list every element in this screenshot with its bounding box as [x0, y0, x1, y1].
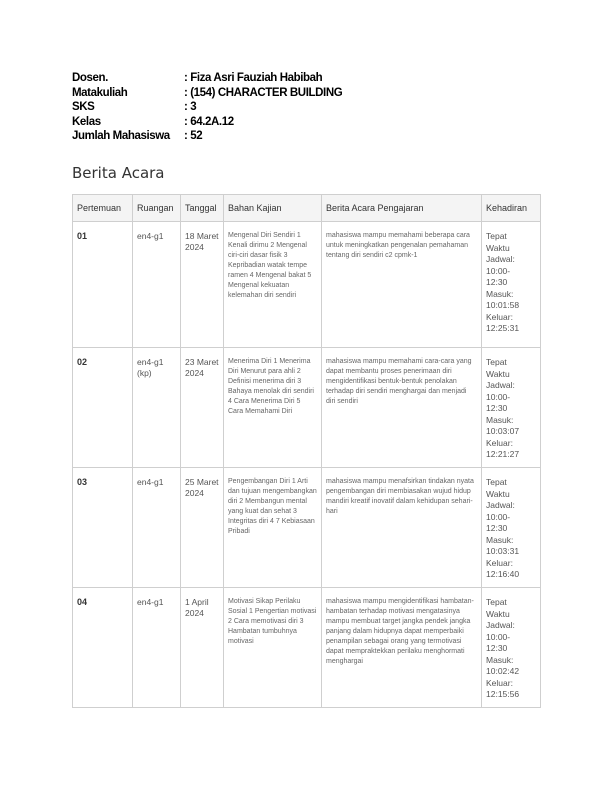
- cell-ruangan: en4-g1 (kp): [133, 348, 181, 468]
- kehadiran-line: Jadwal:: [486, 254, 515, 264]
- info-label: Jumlah Mahasiswa: [72, 130, 170, 142]
- header-berita-acara: Berita Acara Pengajaran: [322, 195, 482, 222]
- cell-bahan-kajian: Pengembangan Diri 1 Arti dan tujuan mengembangkan diri 2 Membangun mental yang kuat dan sehat 3 Integritas diri 4 7 Kebiasaan Pribadi: [224, 468, 322, 588]
- table-row: [73, 222, 541, 348]
- cell-pertemuan: 04: [73, 588, 133, 708]
- table-row: [73, 588, 541, 708]
- kehadiran-line: 10:00-: [486, 265, 511, 276]
- kehadiran-line: Waktu: [486, 608, 510, 619]
- cell-pertemuan: 02: [73, 348, 133, 468]
- kehadiran-line: 10:00-: [486, 631, 511, 642]
- kehadiran-line: Keluar:: [486, 677, 513, 688]
- info-row-dosen: [72, 71, 342, 86]
- info-row-jumlah-mahasiswa: [72, 129, 342, 144]
- cell-berita-acara: mahasiswa mampu memahami cara-cara yang dapat membantu proses penerimaan diri mengidentifikasi bentuk-bentuk penolakan terhadap diri sendiri menghargai dan menjadi diri sendiri: [322, 348, 482, 468]
- kehadiran-line: 12:30: [486, 643, 508, 653]
- kehadiran-line: Waktu: [486, 368, 510, 379]
- kehadiran-line: Masuk:: [486, 288, 514, 299]
- kehadiran-line: 12:30: [486, 277, 508, 287]
- header-bahan-kajian: Bahan Kajian: [224, 195, 322, 222]
- kehadiran-line: 12:16:40: [486, 569, 520, 579]
- cell-berita-acara: mahasiswa mampu mengidentifikasi hambatan-hambatan terhadap motivasi mengatasinya mampu membuat target jangka pendek jangka panjang dalam hidupnya dapat memperbaiki penampilan sebagai orang yang termotivasi dapat mempraktekkan perilaku menghormati menghargai: [322, 588, 482, 708]
- cell-tanggal: 18 Maret 2024: [181, 222, 224, 348]
- kehadiran-line: 12:15:56: [486, 689, 520, 699]
- section-title: Berita Acara: [72, 164, 165, 182]
- cell-pertemuan: 01: [73, 222, 133, 348]
- kehadiran-line: Waktu: [486, 488, 510, 499]
- table-row: [73, 348, 541, 468]
- cell-bahan-kajian: Mengenal Diri Sendiri 1 Kenali dirimu 2 Mengenal ciri-ciri dasar fisik 3 Kepribadian watak tempe ramen 4 Mengenal bakat 5 Mengenal kekuatan kelemahan diri sendiri: [224, 222, 322, 348]
- cell-ruangan: en4-g1: [133, 588, 181, 708]
- kehadiran-line: 12:25:31: [486, 323, 520, 333]
- kehadiran-line: Jadwal:: [486, 620, 515, 630]
- header-kehadiran: Kehadiran: [482, 195, 541, 222]
- info-value: : (154) CHARACTER BUILDING: [184, 86, 343, 99]
- kehadiran-line: Tepat: [486, 231, 507, 241]
- cell-ruangan: en4-g1: [133, 222, 181, 348]
- kehadiran-line: 12:21:27: [486, 449, 520, 459]
- kehadiran-line: 10:01:58: [486, 300, 520, 310]
- cell-bahan-kajian: Motivasi Sikap Perilaku Sosial 1 Pengertian motivasi 2 Cara memotivasi diri 3 Hambatan tumbuhnya motivasi: [224, 588, 322, 708]
- header-ruangan: Ruangan: [133, 195, 181, 222]
- info-label: Dosen.: [72, 72, 108, 84]
- cell-ruangan: en4-g1: [133, 468, 181, 588]
- kehadiran-line: Tepat: [486, 357, 507, 367]
- info-row-matakuliah: [72, 86, 342, 101]
- cell-tanggal: 23 Maret 2024: [181, 348, 224, 468]
- cell-pertemuan: 03: [73, 468, 133, 588]
- kehadiran-line: 10:00-: [486, 511, 511, 522]
- kehadiran-line: 10:02:42: [486, 666, 520, 676]
- kehadiran-line: Jadwal:: [486, 380, 515, 390]
- kehadiran-line: 12:30: [486, 403, 508, 413]
- cell-tanggal: 1 April 2024: [181, 588, 224, 708]
- cell-berita-acara: mahasiswa mampu memahami beberapa cara untuk meningkatkan pengenalan pemahaman tentang diri sendiri c2 cpmk-1: [322, 222, 482, 348]
- cell-berita-acara: mahasiswa mampu menafsirkan tindakan nyata pengembangan diri membiasakan wujud hidup mandiri kreatif inovatif dalam kehidupan sehari-hari: [322, 468, 482, 588]
- kehadiran-line: Keluar:: [486, 557, 513, 568]
- berita-acara-table: [72, 194, 541, 708]
- kehadiran-line: Keluar:: [486, 311, 513, 322]
- kehadiran-line: Waktu: [486, 242, 510, 253]
- info-row-sks: [72, 100, 342, 115]
- kehadiran-line: 10:03:07: [486, 426, 520, 436]
- kehadiran-line: Keluar:: [486, 437, 513, 448]
- cell-kehadiran: [482, 588, 541, 708]
- info-label: Kelas: [72, 115, 101, 128]
- info-label: SKS: [72, 101, 95, 113]
- info-value: : 52: [184, 130, 203, 142]
- kehadiran-line: 10:00-: [486, 391, 511, 402]
- table-row: [73, 468, 541, 588]
- kehadiran-line: Jadwal:: [486, 500, 515, 510]
- kehadiran-line: 12:30: [486, 523, 508, 533]
- kehadiran-line: Masuk:: [486, 534, 514, 545]
- header-pertemuan: Pertemuan: [73, 195, 133, 222]
- kehadiran-line: Tepat: [486, 597, 507, 607]
- kehadiran-line: Masuk:: [486, 654, 514, 665]
- info-row-kelas: [72, 115, 342, 130]
- cell-kehadiran: [482, 468, 541, 588]
- info-value: : Fiza Asri Fauziah Habibah: [184, 72, 323, 84]
- cell-kehadiran: [482, 348, 541, 468]
- kehadiran-line: Tepat: [486, 477, 507, 487]
- info-label: Matakuliah: [72, 86, 128, 99]
- info-value: : 64.2A.12: [184, 115, 234, 128]
- cell-tanggal: 25 Maret 2024: [181, 468, 224, 588]
- table-header-row: [73, 195, 541, 222]
- cell-kehadiran: [482, 222, 541, 348]
- info-value: : 3: [184, 101, 197, 113]
- course-info: [72, 71, 342, 144]
- cell-bahan-kajian: Menerima Diri 1 Menerima Diri Menurut para ahli 2 Definisi menerima diri 3 Bahaya menolak diri sendiri 4 Cara Menerima Diri 5 Cara Memahami Diri: [224, 348, 322, 468]
- kehadiran-line: 10:03:31: [486, 546, 520, 556]
- kehadiran-line: Masuk:: [486, 414, 514, 425]
- header-tanggal: Tanggal: [181, 195, 224, 222]
